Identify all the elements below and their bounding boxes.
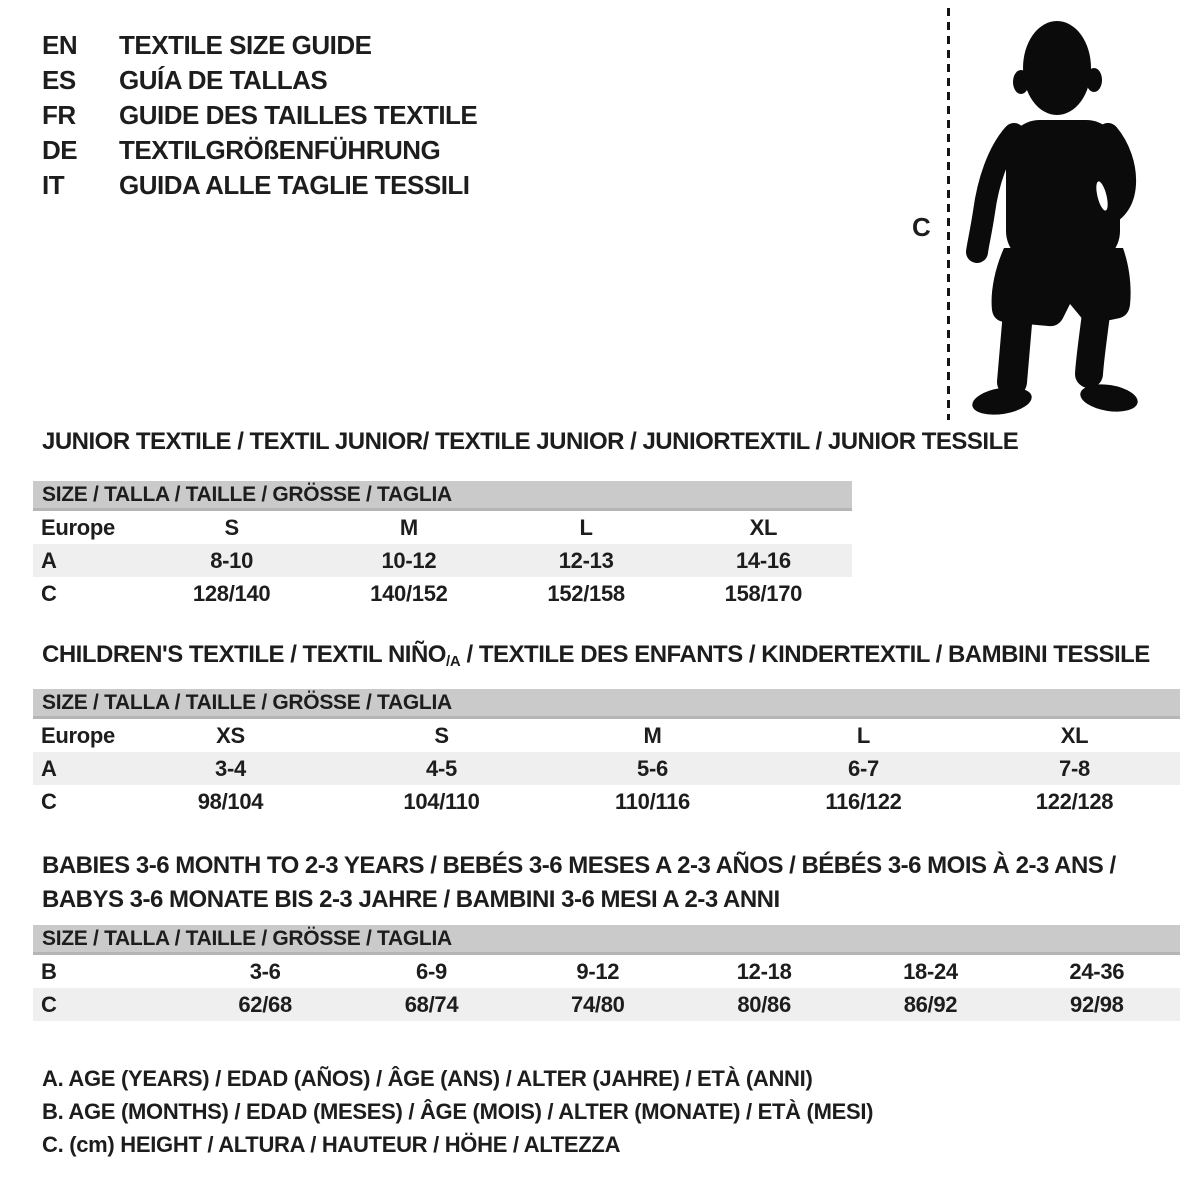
row-label: C <box>41 788 57 814</box>
height-measure-label: C <box>912 212 931 242</box>
babies-title-line1: BABIES 3-6 MONTH TO 2-3 YEARS / BEBÉS 3-6 MESES A 2-3 AÑOS / BÉBÉS 3-6 MOIS À 2-3 ANS / <box>42 852 1116 879</box>
legend-age-months: B. AGE (MONTHS) / EDAD (MESES) / ÂGE (MOIS) / ALTER (MONATE) / ETÀ (MESI) <box>42 1099 874 1124</box>
language-row-it <box>42 168 477 203</box>
babies-size-table <box>33 925 1180 1021</box>
age-cell: 8-10 <box>210 547 254 573</box>
age-cell: 7-8 <box>1059 755 1090 781</box>
babies-section-title <box>42 849 1116 917</box>
children-size-table <box>33 689 1180 818</box>
children-section-title <box>42 641 1150 670</box>
table-row <box>33 511 852 544</box>
junior-size-header-bar: SIZE / TALLA / TAILLE / GRÖSSE / TAGLIA <box>33 481 852 511</box>
language-title-block <box>42 28 477 203</box>
junior-size-table <box>33 481 852 610</box>
age-cell: 9-12 <box>576 958 620 984</box>
junior-section-title: JUNIOR TEXTILE / TEXTIL JUNIOR/ TEXTILE JUNIOR / JUNIORTEXTIL / JUNIOR TESSILE <box>42 428 1019 455</box>
size-cell: S <box>434 722 449 748</box>
height-cell: 128/140 <box>192 580 271 606</box>
height-cell: 62/68 <box>238 991 292 1017</box>
language-row-en <box>42 28 477 63</box>
row-label: A <box>41 755 57 781</box>
age-cell: 5-6 <box>637 755 668 781</box>
babies-title-line2: BABYS 3-6 MONATE BIS 2-3 JAHRE / BAMBINI 3-6 MESI A 2-3 ANNI <box>42 886 780 913</box>
height-cell: 98/104 <box>197 788 264 814</box>
age-cell: 6-9 <box>416 958 447 984</box>
children-table <box>33 719 1180 818</box>
language-title: TEXTILE SIZE GUIDE <box>119 30 372 60</box>
height-cell: 68/74 <box>404 991 459 1017</box>
size-cell: M <box>643 722 662 748</box>
age-cell: 12-18 <box>736 958 792 984</box>
size-cell: M <box>399 514 418 540</box>
height-cell: 140/152 <box>370 580 448 606</box>
height-cell: 86/92 <box>903 991 958 1017</box>
language-code: DE <box>42 135 78 165</box>
language-title: TEXTILGRÖßENFÜHRUNG <box>119 135 441 165</box>
age-cell: 12-13 <box>558 547 614 573</box>
children-size-header-bar: SIZE / TALLA / TAILLE / GRÖSSE / TAGLIA <box>33 689 1180 719</box>
junior-table <box>33 511 852 610</box>
height-cell: 104/110 <box>403 788 480 814</box>
size-cell: XS <box>216 722 245 748</box>
language-row-fr <box>42 98 477 133</box>
size-cell: XL <box>1060 722 1089 748</box>
height-cell: 152/158 <box>547 580 625 606</box>
height-cell: 116/122 <box>825 788 902 814</box>
height-cell: 158/170 <box>724 580 803 606</box>
row-label: C <box>41 580 57 606</box>
height-cell: 122/128 <box>1035 788 1114 814</box>
size-cell: S <box>224 514 239 540</box>
legend-block <box>42 1062 873 1161</box>
language-code: IT <box>42 170 65 200</box>
table-row <box>33 719 1180 752</box>
row-label: C <box>41 991 57 1017</box>
table-row <box>33 955 1180 988</box>
height-cell: 92/98 <box>1070 991 1124 1017</box>
age-cell: 3-6 <box>249 958 281 984</box>
height-cell: 80/86 <box>737 991 791 1017</box>
language-code: EN <box>42 30 78 60</box>
row-label: A <box>41 547 57 573</box>
table-row <box>33 752 1180 785</box>
language-title: GUIDE DES TAILLES TEXTILE <box>119 100 478 130</box>
children-title-suffix: /A <box>445 653 461 670</box>
language-title: GUIDA ALLE TAGLIE TESSILI <box>119 170 470 200</box>
age-cell: 10-12 <box>381 547 437 573</box>
legend-age-years: A. AGE (YEARS) / EDAD (AÑOS) / ÂGE (ANS) / ALTER (JAHRE) / ETÀ (ANNI) <box>42 1066 813 1091</box>
age-cell: 14-16 <box>735 547 791 573</box>
language-code: FR <box>42 100 76 130</box>
size-cell: L <box>579 514 593 540</box>
toddler-silhouette-icon <box>960 10 1140 425</box>
row-label: Europe <box>41 722 115 748</box>
table-row <box>33 988 1180 1021</box>
age-cell: 24-36 <box>1069 958 1125 984</box>
language-row-de <box>42 133 477 168</box>
legend-height-cm: C. (cm) HEIGHT / ALTURA / HAUTEUR / HÖHE / ALTEZZA <box>42 1132 621 1157</box>
children-title-main: CHILDREN'S TEXTILE / TEXTIL NIÑO <box>42 641 446 668</box>
age-cell: 18-24 <box>903 958 958 984</box>
children-title-rest: / TEXTILE DES ENFANTS / KINDERTEXTIL / BAMBINI TESSILE <box>460 641 1150 668</box>
language-title: GUÍA DE TALLAS <box>119 65 328 95</box>
size-cell: XL <box>749 514 778 540</box>
row-label: B <box>41 958 57 984</box>
height-cell: 74/80 <box>571 991 625 1017</box>
language-row-es <box>42 63 477 98</box>
age-cell: 4-5 <box>426 755 457 781</box>
language-code: ES <box>42 65 76 95</box>
size-cell: L <box>856 722 871 748</box>
babies-table <box>33 955 1180 1021</box>
row-label: Europe <box>41 514 115 540</box>
height-measure-dashed-line <box>947 8 950 420</box>
age-cell: 3-4 <box>215 755 246 781</box>
height-cell: 110/116 <box>615 788 690 814</box>
babies-size-header-bar: SIZE / TALLA / TAILLE / GRÖSSE / TAGLIA <box>33 925 1180 955</box>
age-cell: 6-7 <box>848 755 879 781</box>
table-row <box>33 785 1180 818</box>
table-row <box>33 577 852 610</box>
table-row <box>33 544 852 577</box>
